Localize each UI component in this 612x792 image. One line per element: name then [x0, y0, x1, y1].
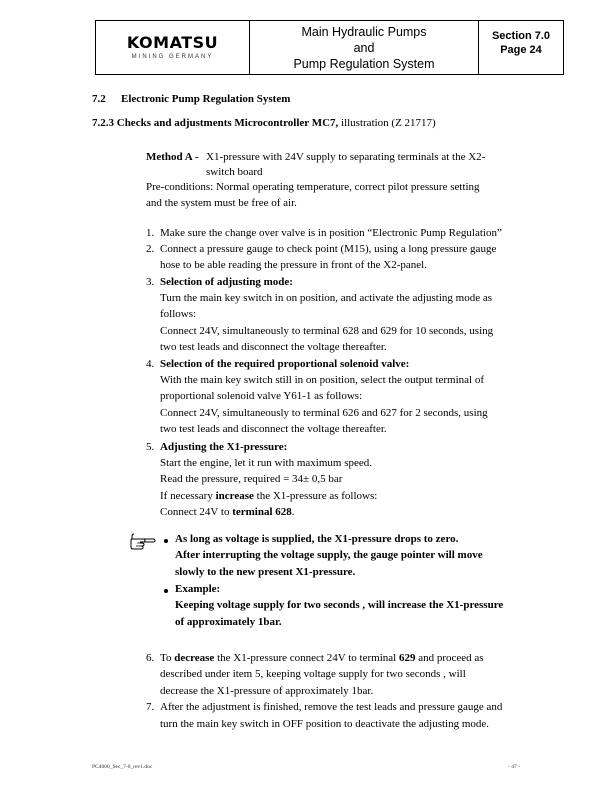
step-3-line-2: follows:: [160, 308, 197, 320]
step-4-line-3: Connect 24V, simultaneously to terminal 626 and 627 for 2 seconds, using: [160, 407, 488, 419]
step-1-number: 1.: [146, 227, 155, 239]
step-7-number: 7.: [146, 701, 155, 713]
heading-7-2-3: [92, 117, 436, 130]
method-label: Method A -: [146, 151, 199, 163]
step-4-title: Selection of the required proportional solenoid valve:: [160, 358, 410, 370]
step-6-line-1a: To: [160, 652, 175, 664]
pointing-hand-icon: [130, 532, 156, 550]
step-2-number: 2.: [146, 243, 155, 255]
step-5-line-4: [160, 506, 295, 519]
step-6-line-2: described under item 5, keeping voltage supply for two seconds , will: [160, 668, 466, 680]
step-6-line-1e: and proceed as: [415, 652, 484, 664]
step-5-line-2: Read the pressure, required = 34± 0,5 bar: [160, 473, 343, 485]
step-3-line-1: Turn the main key switch in on position, and activate the adjusting mode as: [160, 292, 492, 304]
logo-subtitle: MINING GERMANY: [131, 54, 214, 60]
step-5-title: Adjusting the X1-pressure:: [160, 441, 288, 453]
document-title: [250, 21, 479, 74]
step-6-decrease: decrease: [174, 652, 215, 664]
step-6-line-1c: the X1-pressure connect 24V to terminal: [214, 652, 399, 664]
step-5-line-3c: the X1-pressure as follows:: [253, 490, 378, 502]
step-4-number: 4.: [146, 358, 155, 370]
logo-wordmark: KOMATSU: [126, 33, 219, 52]
step-6-number: 6.: [146, 652, 155, 664]
heading-7-2-text: Electronic Pump Regulation System: [121, 93, 291, 105]
footer-page: - 47 -: [508, 764, 520, 770]
heading-7-2-number: 7.2: [92, 93, 106, 105]
section-info: [479, 21, 563, 74]
preconditions-line-2: and the system must be free of air.: [146, 197, 297, 209]
step-7-line-1: After the adjustment is finished, remove the test leads and pressure gauge and: [160, 701, 503, 713]
step-5-line-1: Start the engine, let it run with maximum speed.: [160, 457, 373, 469]
step-6-terminal-629: 629: [398, 652, 416, 664]
title-line-2: and: [353, 40, 375, 55]
step-4-line-2: proportional solenoid valve Y61-1 as follows:: [160, 390, 363, 402]
section-number: Section 7.0: [491, 30, 551, 42]
step-2-line-2: hose to be able reading the pressure in front of the X2-panel.: [160, 259, 427, 271]
heading-7-2-3-rest: illustration (Z 21717): [338, 117, 436, 129]
step-4-line-1: With the main key switch still in on position, select the output terminal of: [160, 374, 485, 386]
step-6-line-1: [160, 652, 484, 665]
bullet-2-line-3: of approximately 1bar.: [175, 616, 282, 628]
bullet-2-line-1: Example:: [175, 583, 221, 595]
step-3-number: 3.: [146, 276, 155, 288]
title-line-1: Main Hydraulic Pumps: [301, 24, 427, 39]
method-line-2: switch board: [206, 166, 263, 178]
preconditions-line-1: Pre-conditions: Normal operating temperature, correct pilot pressure setting: [146, 181, 480, 193]
bullet-1-line-1: As long as voltage is supplied, the X1-pressure drops to zero.: [175, 533, 459, 545]
step-3-title: Selection of adjusting mode:: [160, 276, 293, 288]
step-1-line-1: Make sure the change over valve is in position “Electronic Pump Regulation”: [160, 227, 502, 239]
page-number: Page 24: [500, 44, 542, 56]
company-logo: [96, 21, 250, 74]
method-line-1: X1-pressure with 24V supply to separating terminals at the X2-: [206, 151, 486, 163]
step-5-line-4a: Connect 24V to: [160, 506, 233, 518]
page-header: [95, 20, 564, 75]
bullet-1-line-2: After interrupting the voltage supply, the gauge pointer will move: [175, 549, 483, 561]
step-5-number: 5.: [146, 441, 155, 453]
bullet-1-line-3: slowly to the new present X1-pressure.: [175, 566, 356, 578]
step-5-terminal-628: terminal 628: [232, 506, 292, 518]
step-5-line-3: [160, 490, 377, 503]
step-5-line-3a: If necessary: [160, 490, 216, 502]
footer-filename: PC4000_Sec_7-0_rev1.doc: [92, 764, 153, 770]
step-2-line-1: Connect a pressure gauge to check point (M15), using a long pressure gauge: [160, 243, 497, 255]
step-3-line-3: Connect 24V, simultaneously to terminal 628 and 629 for 10 seconds, using: [160, 325, 494, 337]
step-3-line-4: two test leads and disconnect the voltage thereafter.: [160, 341, 387, 353]
bullet-2-line-2: Keeping voltage supply for two seconds , will increase the X1-pressure: [175, 599, 504, 611]
bullet-1-dot: [164, 539, 168, 543]
title-line-3: Pump Regulation System: [293, 56, 435, 71]
step-5-increase: increase: [215, 490, 254, 502]
step-7-line-2: turn the main key switch in OFF position to deactivate the adjusting mode.: [160, 718, 490, 730]
bullet-2-dot: [164, 589, 168, 593]
heading-7-2-3-bold: 7.2.3 Checks and adjustments Microcontroller MC7,: [92, 117, 339, 129]
step-5-line-4c: .: [291, 506, 295, 518]
step-6-line-3: decrease the X1-pressure of approximately 1bar.: [160, 685, 374, 697]
step-4-line-4: two test leads and disconnect the voltage thereafter.: [160, 423, 387, 435]
